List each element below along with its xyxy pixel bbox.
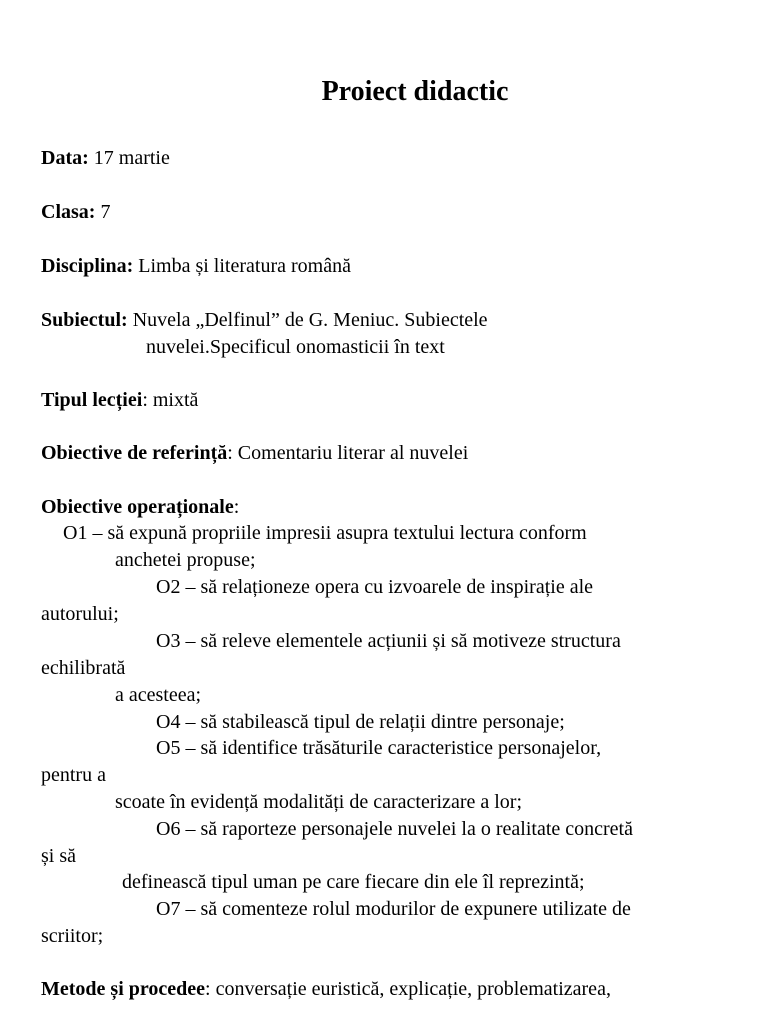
objective-line: definească tipul uman pe care fiecare din ele îl reprezintă; bbox=[122, 871, 585, 893]
field-obiective-referinta bbox=[41, 441, 468, 465]
objective-line: O1 – să expună propriile impresii asupra textului lectura conform bbox=[63, 522, 587, 544]
objective-line: O2 – să relaționeze opera cu izvoarele de inspirație ale bbox=[156, 576, 594, 598]
field-value: 17 martie bbox=[88, 147, 170, 169]
field-clasa bbox=[41, 200, 110, 224]
field-label: Metode și procedee bbox=[41, 978, 206, 1000]
objective-line: O7 – să comenteze rolul modurilor de expunere utilizate de bbox=[156, 898, 631, 920]
document-title: Proiect didactic bbox=[321, 76, 509, 107]
field-label: Subiectul: bbox=[41, 309, 128, 331]
field-label: Disciplina: bbox=[41, 255, 134, 277]
objective-line: O4 – să stabilească tipul de relații dintre personaje; bbox=[156, 711, 565, 733]
field-metode-procedee bbox=[41, 977, 611, 1001]
objective-line: a acesteea; bbox=[115, 684, 202, 706]
field-data bbox=[41, 146, 170, 170]
objective-line: scriitor; bbox=[41, 925, 104, 947]
field-obiective-operationale bbox=[41, 495, 239, 519]
field-value: Limba și literatura română bbox=[133, 255, 351, 277]
field-value: Nuvela „Delfinul” de G. Meniuc. Subiectele bbox=[127, 309, 488, 331]
objective-line: și să bbox=[41, 845, 76, 867]
field-label: Obiective de referință bbox=[41, 442, 228, 464]
field-label: Tipul lecției bbox=[41, 389, 143, 411]
field-label: Obiective operaționale bbox=[41, 496, 234, 518]
field-value: : bbox=[233, 496, 240, 518]
field-subiectul bbox=[41, 308, 488, 332]
field-value: : Comentariu literar al nuvelei bbox=[227, 442, 469, 464]
objective-line: anchetei propuse; bbox=[115, 549, 256, 571]
field-tipul-lectiei bbox=[41, 388, 198, 412]
field-subiectul-continued: nuvelei.Specificul onomasticii în text bbox=[146, 336, 445, 358]
field-value: 7 bbox=[95, 201, 111, 223]
objective-line: scoate în evidență modalități de caracterizare a lor; bbox=[115, 791, 523, 813]
field-label: Data: bbox=[41, 147, 89, 169]
objective-line: autorului; bbox=[41, 603, 119, 625]
objective-line: echilibrată bbox=[41, 657, 126, 679]
field-value: : mixtă bbox=[142, 389, 199, 411]
objective-line: O6 – să raporteze personajele nuvelei la o realitate concretă bbox=[156, 818, 633, 840]
field-disciplina bbox=[41, 254, 351, 278]
field-value: : conversație euristică, explicație, problematizarea, bbox=[205, 978, 611, 1000]
objective-line: pentru a bbox=[41, 764, 106, 786]
objective-line: O5 – să identifice trăsăturile caracteristice personajelor, bbox=[156, 737, 602, 759]
field-label: Clasa: bbox=[41, 201, 96, 223]
objective-line: O3 – să releve elementele acțiunii și să motiveze structura bbox=[156, 630, 621, 652]
